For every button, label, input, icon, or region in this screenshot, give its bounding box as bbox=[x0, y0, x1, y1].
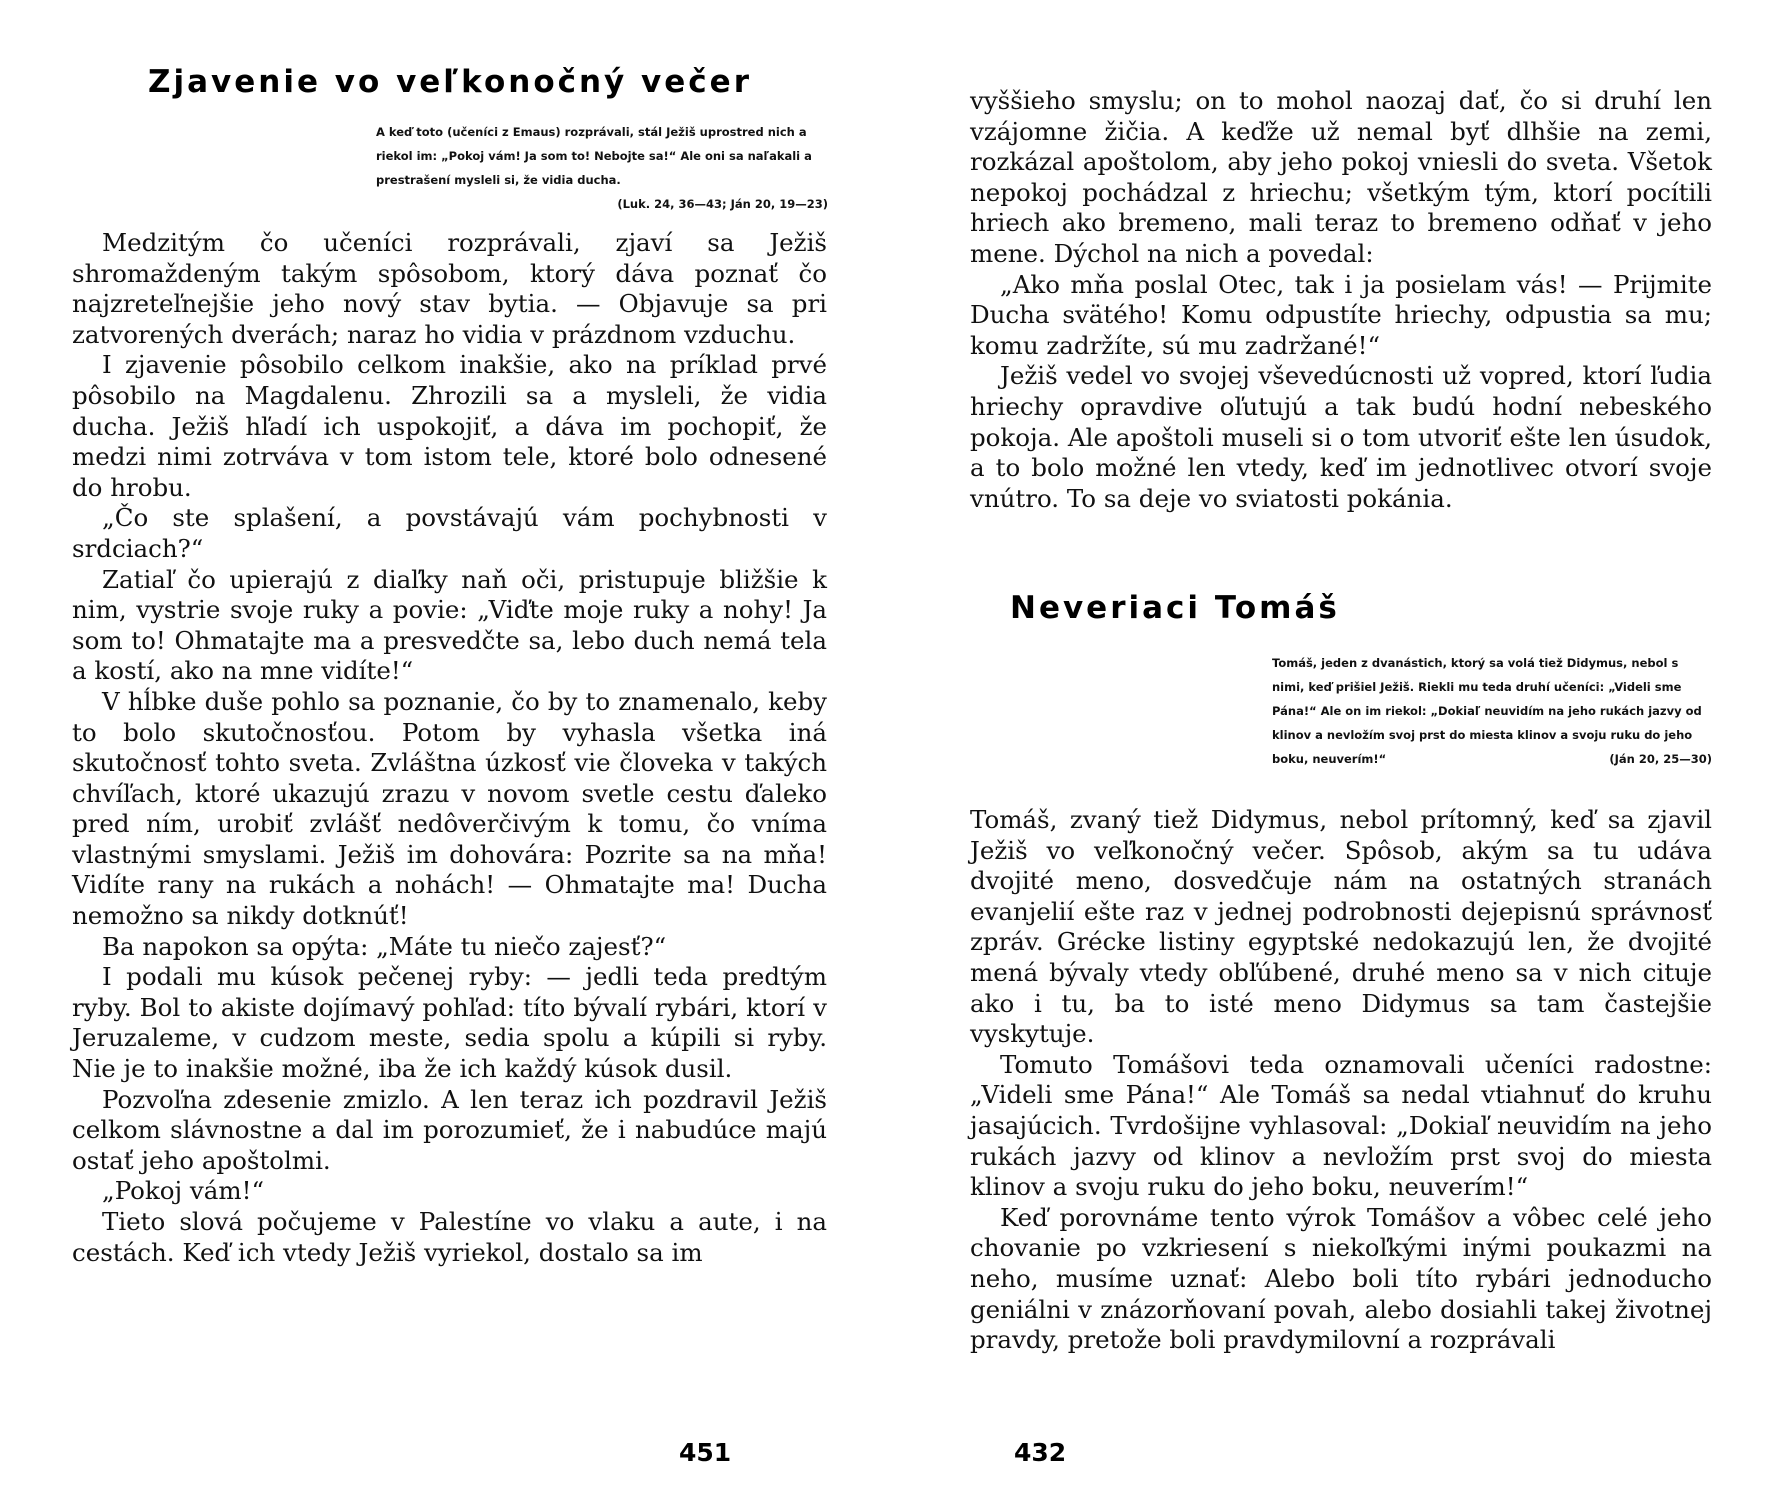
paragraph: Keď porovnáme tento výrok Tomášov a vôbec celé jeho chovanie po vzkriesení s niekoľkými inými poukazmi na neho, musíme uznať: Alebo boli títo rybári jednoducho geniálni v znázorňovaní povah, alebo dosiahli takej životnej pravdy, pretože boli pravdymilovní a rozprávali bbox=[970, 1202, 1712, 1355]
epigraph-reference: (Luk. 24, 36—43; Ján 20, 19—23) bbox=[617, 197, 828, 211]
epigraph bbox=[1272, 651, 1712, 771]
paragraph: Ježiš vedel vo svojej vševedúcnosti už vopred, ktorí ľudia hriechy opravdive oľutujú a tak budú hodní nebeského pokoja. Ale apoštoli museli si o tom utvoriť ešte len úsudok, a to bolo možné len vtedy, keď im jednotlivec otvorí svoje vnútro. To sa deje vo sviatosti pokánia. bbox=[970, 361, 1712, 513]
paragraph: „Ako mňa poslal Otec, tak i ja posielam vás! — Prijmite Ducha svätého! Komu odpustíte hriechy, odpustia sa mu; komu zadržíte, sú mu zadržané!“ bbox=[970, 269, 1712, 360]
body-text bbox=[72, 228, 827, 1268]
paragraph: Zatiaľ čo upierajú z diaľky naň oči, pristupuje bližšie k nim, vystrie svoje ruky a povie: „Viďte moje ruky a nohy! Ja som to! Ohmatajte ma a presvedčte sa, lebo duch nemá tela a kostí, ako na mne vidíte!“ bbox=[72, 564, 827, 686]
right-page bbox=[892, 0, 1784, 1500]
page-number: 432 bbox=[1014, 1438, 1067, 1467]
body-text bbox=[970, 805, 1712, 1356]
paragraph: Ba napokon sa opýta: „Máte tu niečo zajesť?“ bbox=[102, 931, 667, 961]
epigraph-reference: (Ján 20, 25—30) bbox=[1609, 752, 1712, 766]
paragraph: I zjavenie pôsobilo celkom inakšie, ako na príklad prvé pôsobilo na Magdalenu. Zhrozili sa a mysleli, že vidia ducha. Ježiš hľadí ich uspokojiť, a dáva im pochopiť, že medzi nimi zotrváva v tom istom tele, ktoré bolo odnesené do hrobu. bbox=[72, 350, 827, 502]
paragraph: Pozvoľna zdesenie zmizlo. A len teraz ich pozdravil Ježiš celkom slávnostne a dal im porozumieť, že i nabudúce majú ostať jeho apoštolmi. bbox=[72, 1084, 827, 1175]
page-number: 451 bbox=[679, 1438, 732, 1467]
paragraph: Tieto slová počujeme v Palestíne vo vlaku a aute, i na cestách. Keď ich vtedy Ježiš vyriekol, dostalo sa im bbox=[72, 1207, 827, 1267]
paragraph: Tomuto Tomášovi teda oznamovali učeníci radostne: „Videli sme Pána!“ Ale Tomáš sa nedal vtiahnuť do kruhu jasajúcich. Tvrdošijne vyhlasoval: „Dokiaľ neuvidím na jeho rukách jazvy od klinov a nevložím prst svoj do miesta klinov a svoju ruku do jeho boku, neuverím!“ bbox=[970, 1049, 1712, 1202]
continued-text bbox=[970, 86, 1712, 514]
chapter-title: Zjavenie vo veľkonočný večer bbox=[148, 64, 752, 100]
paragraph: „Čo ste splašení, a povstávajú vám pochybnosti v srdciach?“ bbox=[72, 503, 827, 563]
epigraph bbox=[376, 120, 828, 216]
paragraph: Medzitým čo učeníci rozprávali, zjaví sa Ježiš shromaždeným takým spôsobom, ktorý dáva poznať čo najzreteľnejšie jeho nový stav bytia. — Objavuje sa pri zatvorených dverách; naraz ho vidia v prázdnom vzduchu. bbox=[72, 228, 827, 349]
epigraph-text: A keď toto (učeníci z Emaus) rozprávali, stál Ježiš uprostred nich a riekol im: „Pokoj vám! Ja som to! Nebojte sa!“ Ale oni sa naľakali a prestrašení mysleli si, že vidia ducha. bbox=[376, 125, 812, 187]
paragraph: Tomáš, zvaný tiež Didymus, nebol prítomný, keď sa zjavil Ježiš vo veľkonočný večer. Spôsob, akým sa tu udáva dvojité meno, dosvedčuje nám na ostatných stranách evanjelií ešte raz v jednej podrobnosti dejepisnú správnosť zpráv. Grécke listiny egyptské nedokazujú len, že dvojité mená bývaly vtedy obľúbené, druhé meno sa v nich cituje ako i tu, ba to isté meno Didymus sa tam častejšie vyskytuje. bbox=[970, 805, 1712, 1049]
epigraph-text: Tomáš, jeden z dvanástich, ktorý sa volá tiež Didymus, nebol s nimi, keď prišiel Ježiš. Riekli mu teda druhí učeníci: „Videli sme Pána!“ Ale on im riekol: „Dokiaľ neuvidím na jeho rukách jazvy od klinov a nevložím svoj prst do miesta klinov a svoju ruku do jeho boku, neuverím!“ bbox=[1272, 656, 1702, 766]
paragraph: „Pokoj vám!“ bbox=[102, 1176, 264, 1206]
paragraph: V hĺbke duše pohlo sa poznanie, čo by to znamenalo, keby to bolo skutočnosťou. Potom by vyhasla všetka iná skutočnosť tohto sveta. Zvláštna úzkosť vie človeka v takých chvíľach, ktoré ukazujú zrazu v novom svetle cestu ďaleko pred ním, urobiť zvlášť nedôverčivým k tomu, čo vníma vlastnými smyslami. Ježiš im dohovára: Pozrite sa na mňa! Vidíte rany na rukách a nohách! — Ohmatajte ma! Ducha nemožno sa nikdy dotknúť! bbox=[72, 686, 827, 931]
chapter-title: Neveriaci Tomáš bbox=[1010, 590, 1340, 626]
paragraph: I podali mu kúsok pečenej ryby: — jedli teda predtým ryby. Bol to akiste dojímavý pohľad: títo bývalí rybári, ktorí v Jeruzaleme, v cudzom meste, sedia spolu a kúpili si ryby. Nie je to inakšie možné, iba že ich každý kúsok dusil. bbox=[72, 962, 827, 1084]
paragraph: vyššieho smyslu; on to mohol naozaj dať, čo si druhí len vzájomne žičia. A keďže už nemal byť dlhšie na zemi, rozkázal apoštolom, aby jeho pokoj vniesli do sveta. Všetok nepokoj pochádzal z hriechu; všetkým tým, ktorí pocítili hriech ako bremeno, mali teraz to bremeno odňať v jeho mene. Dýchol na nich a povedal: bbox=[970, 86, 1712, 268]
